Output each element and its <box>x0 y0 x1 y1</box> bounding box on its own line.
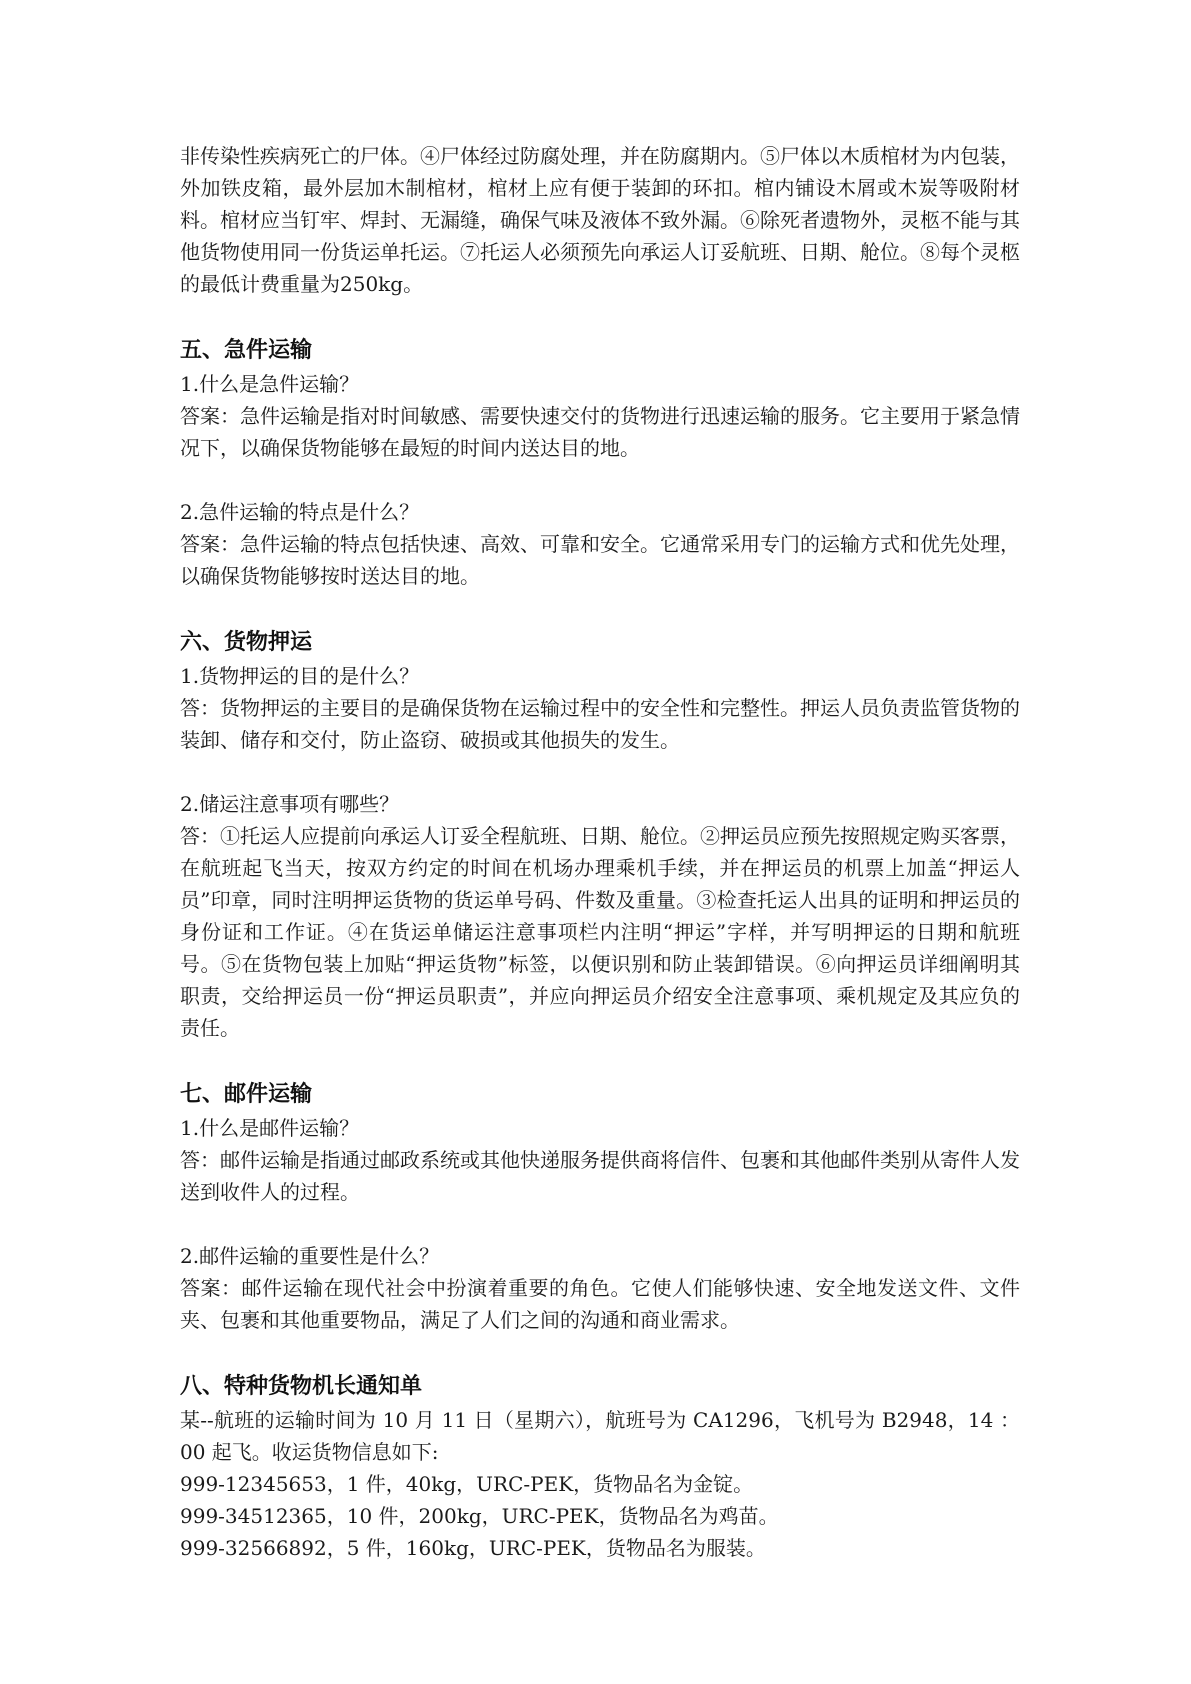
qa-item <box>180 788 1020 1044</box>
question-text: 1.货物押运的目的是什么？ <box>180 664 420 688</box>
answer-text: 答案：邮件运输在现代社会中扮演着重要的角色。它使人们能够快速、安全地发送文件、文件夹、包裹和其他重要物品，满足了人们之间的沟通和商业需求。 <box>180 1276 1020 1332</box>
answer-text: 答案：急件运输是指对时间敏感、需要快速交付的货物进行迅速运输的服务。它主要用于紧急情况下，以确保货物能够在最短的时间内送达目的地。 <box>180 404 1020 460</box>
qa-item <box>180 1112 1020 1208</box>
answer-text: 答：①托运人应提前向承运人订妥全程航班、日期、舱位。②押运员应预先按照规定购买客票，在航班起飞当天，按双方约定的时间在机场办理乘机手续，并在押运员的机票上加盖“押运人员”印章，同时注明押运货物的货运单号码、件数及重量。③检查托运人出具的证明和押运员的身份证和工作证。④在货运单储运注意事项栏内注明“押运”字样，并写明押运的日期和航班号。⑤在货物包装上加贴“押运货物”标签，以便识别和防止装卸错误。⑥向押运员详细阐明其职责，交给押运员一份“押运员职责”，并应向押运员介绍安全注意事项、乘机规定及其应负的责任。 <box>180 824 1020 1040</box>
question-text: 2.邮件运输的重要性是什么？ <box>180 1244 440 1268</box>
question-text: 1.什么是急件运输？ <box>180 372 360 396</box>
answer-text: 答案：急件运输的特点包括快速、高效、可靠和安全。它通常采用专门的运输方式和优先处理，以确保货物能够按时送达目的地。 <box>180 532 1020 588</box>
question-text: 2.急件运输的特点是什么？ <box>180 500 420 524</box>
cargo-record-line: 999-12345653，1 件，40kg，URC-PEK，货物品名为金锭。 <box>180 1472 754 1496</box>
cargo-record-line: 999-34512365，10 件，200kg，URC-PEK，货物品名为鸡苗。 <box>180 1504 779 1528</box>
qa-item <box>180 368 1020 464</box>
document-page <box>180 140 1020 1564</box>
cargo-record-line: 999-32566892，5 件，160kg，URC-PEK，货物品名为服装。 <box>180 1536 766 1560</box>
section-cargo-escort <box>180 626 1020 1044</box>
flight-info-line: 某--航班的运输时间为 10 月 11 日（星期六），航班号为 CA1296，飞机号为 B2948，14 ：00 起飞。收运货物信息如下: <box>180 1408 1020 1464</box>
question-text: 1.什么是邮件运输？ <box>180 1116 360 1140</box>
section-title: 六、货物押运 <box>180 630 313 655</box>
answer-text: 答：货物押运的主要目的是确保货物在运输过程中的安全性和完整性。押运人员负责监管货物的装卸、储存和交付，防止盗窃、破损或其他损失的发生。 <box>180 696 1020 752</box>
question-text: 2.储运注意事项有哪些？ <box>180 792 400 816</box>
section-title: 七、邮件运输 <box>180 1082 313 1107</box>
qa-item <box>180 1240 1020 1336</box>
qa-item <box>180 660 1020 756</box>
section-mail-transport <box>180 1078 1020 1336</box>
answer-text: 答：邮件运输是指通过邮政系统或其他快递服务提供商将信件、包裹和其他邮件类别从寄件人发送到收件人的过程。 <box>180 1148 1020 1204</box>
section-title: 八、特种货物机长通知单 <box>180 1374 423 1399</box>
qa-item <box>180 496 1020 592</box>
intro-paragraph: 非传染性疾病死亡的尸体。④尸体经过防腐处理，并在防腐期内。⑤尸体以木质棺材为内包装，外加铁皮箱，最外层加木制棺材，棺材上应有便于装卸的环扣。棺内铺设木屑或木炭等吸附材料。棺材应当钉牢、焊封、无漏缝，确保气味及液体不致外漏。⑥除死者遗物外，灵柩不能与其他货物使用同一份货运单托运。⑦托运人必须预先向承运人订妥航班、日期、舱位。⑧每个灵柩的最低计费重量为250kg。 <box>180 144 1020 296</box>
section-urgent-transport <box>180 334 1020 592</box>
section-title: 五、急件运输 <box>180 338 313 363</box>
section-special-cargo-notice <box>180 1370 1020 1564</box>
